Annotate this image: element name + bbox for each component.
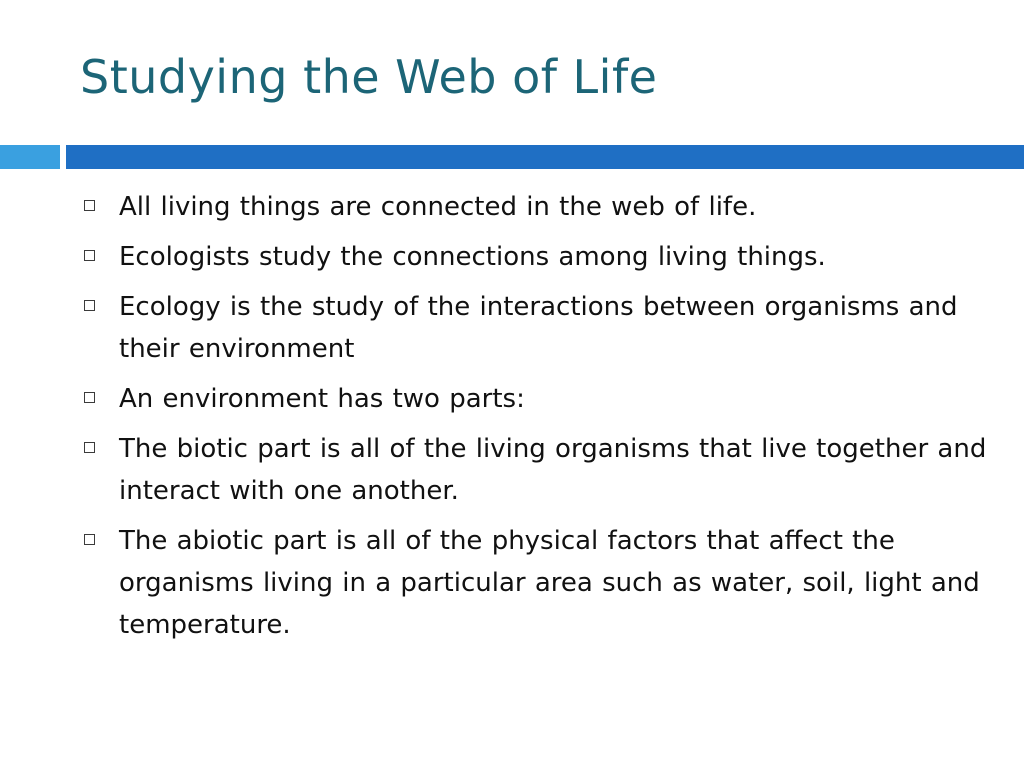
square-bullet-icon bbox=[84, 442, 95, 453]
bullet-text: Ecologists study the connections among living things. bbox=[119, 242, 826, 272]
bullet-item bbox=[80, 428, 990, 512]
title-accent-bar-short bbox=[0, 145, 60, 169]
bullet-item bbox=[80, 186, 990, 228]
bullet-list bbox=[80, 186, 990, 654]
bullet-text: The abiotic part is all of the physical factors that affect the organisms living in a particular area such as water, soil, light and temperature. bbox=[119, 526, 980, 640]
title-accent-bar-long bbox=[66, 145, 1024, 169]
bullet-text: All living things are connected in the web of life. bbox=[119, 192, 757, 222]
square-bullet-icon bbox=[84, 250, 95, 261]
bullet-text: The biotic part is all of the living organisms that live together and interact with one another. bbox=[119, 434, 987, 506]
slide-title: Studying the Web of Life bbox=[80, 50, 658, 104]
bullet-item bbox=[80, 378, 990, 420]
bullet-item bbox=[80, 520, 990, 646]
bullet-item bbox=[80, 286, 990, 370]
square-bullet-icon bbox=[84, 392, 95, 403]
square-bullet-icon bbox=[84, 300, 95, 311]
bullet-text: An environment has two parts: bbox=[119, 384, 525, 414]
bullet-text: Ecology is the study of the interactions between organisms and their environment bbox=[119, 292, 958, 364]
square-bullet-icon bbox=[84, 200, 95, 211]
square-bullet-icon bbox=[84, 534, 95, 545]
bullet-item bbox=[80, 236, 990, 278]
